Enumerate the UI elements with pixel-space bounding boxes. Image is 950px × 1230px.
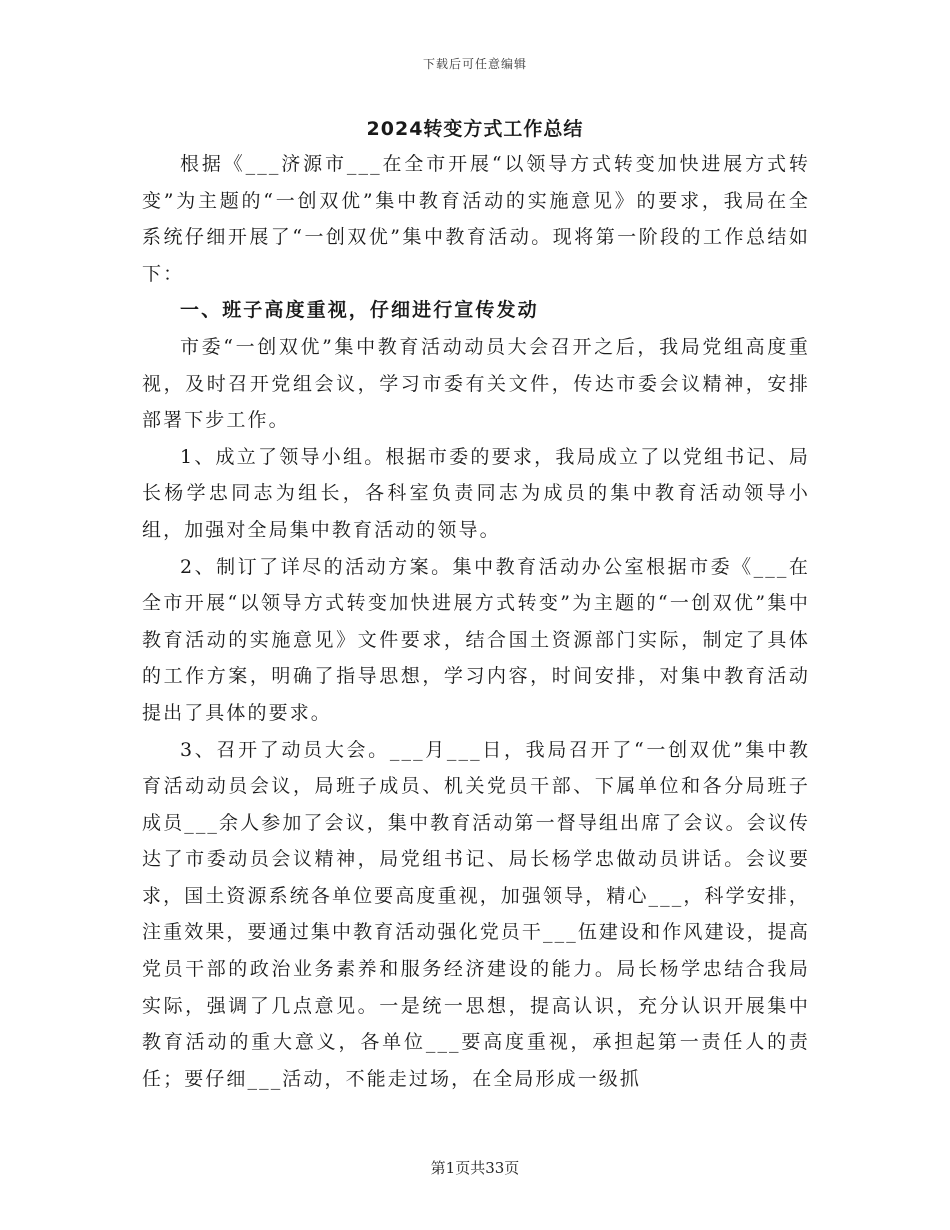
document-title: 2024转变方式工作总结 xyxy=(366,118,584,140)
page-number-footer: 第1页共33页 xyxy=(430,1159,520,1177)
document-body xyxy=(142,146,810,1097)
paragraph: 2、制订了详尽的活动方案。集中教育活动办公室根据市委《___在全市开展“以领导方式转变加快进展方式转变”为主题的“一创双优”集中教育活动的实施意见》文件要求，结合国土资源部门实际，制定了具体的工作方案，明确了指导思想，学习内容，时间安排，对集中教育活动提出了具体的要求。 xyxy=(142,555,810,724)
header-note: 下载后可任意编辑 xyxy=(422,57,527,71)
paragraph: 3、召开了动员大会。___月___日，我局召开了“一创双优”集中教育活动动员会议，局班子成员、机关党员干部、下属单位和各分局班子成员___余人参加了会议，集中教育活动第一督导组出席了会议。会议传达了市委动员会议精神，局党组书记、局长杨学忠做动员讲话。会议要求，国土资源系统各单位要高度重视，加强领导，精心___，科学安排，注重效果，要通过集中教育活动强化党员干___伍建设和作风建设，提高党员干部的政治业务素养和服务经济建设的能力。局长杨学忠结合我局实际，强调了几点意见。一是统一思想，提高认识，充分认识开展集中教育活动的重大意义，各单位___要高度重视，承担起第一责任人的责任；要仔细___活动，不能走过场，在全局形成一级抓 xyxy=(142,738,810,1090)
paragraph: 市委“一创双优”集中教育活动动员大会召开之后，我局党组高度重视，及时召开党组会议，学习市委有关文件，传达市委会议精神，安排部署下步工作。 xyxy=(142,335,810,432)
paragraph: 1、成立了领导小组。根据市委的要求，我局成立了以党组书记、局长杨学忠同志为组长，各科室负责同志为成员的集中教育活动领导小组，加强对全局集中教育活动的领导。 xyxy=(142,445,810,541)
section-heading-1: 一、班子高度重视，仔细进行宣传发动 xyxy=(180,299,539,322)
paragraph-intro: 根据《___济源市___在全市开展“以领导方式转变加快进展方式转变”为主题的“一创双优”集中教育活动的实施意见》的要求，我局在全系统仔细开展了“一创双优”集中教育活动。现将第一阶段的工作总结如下： xyxy=(142,153,810,285)
